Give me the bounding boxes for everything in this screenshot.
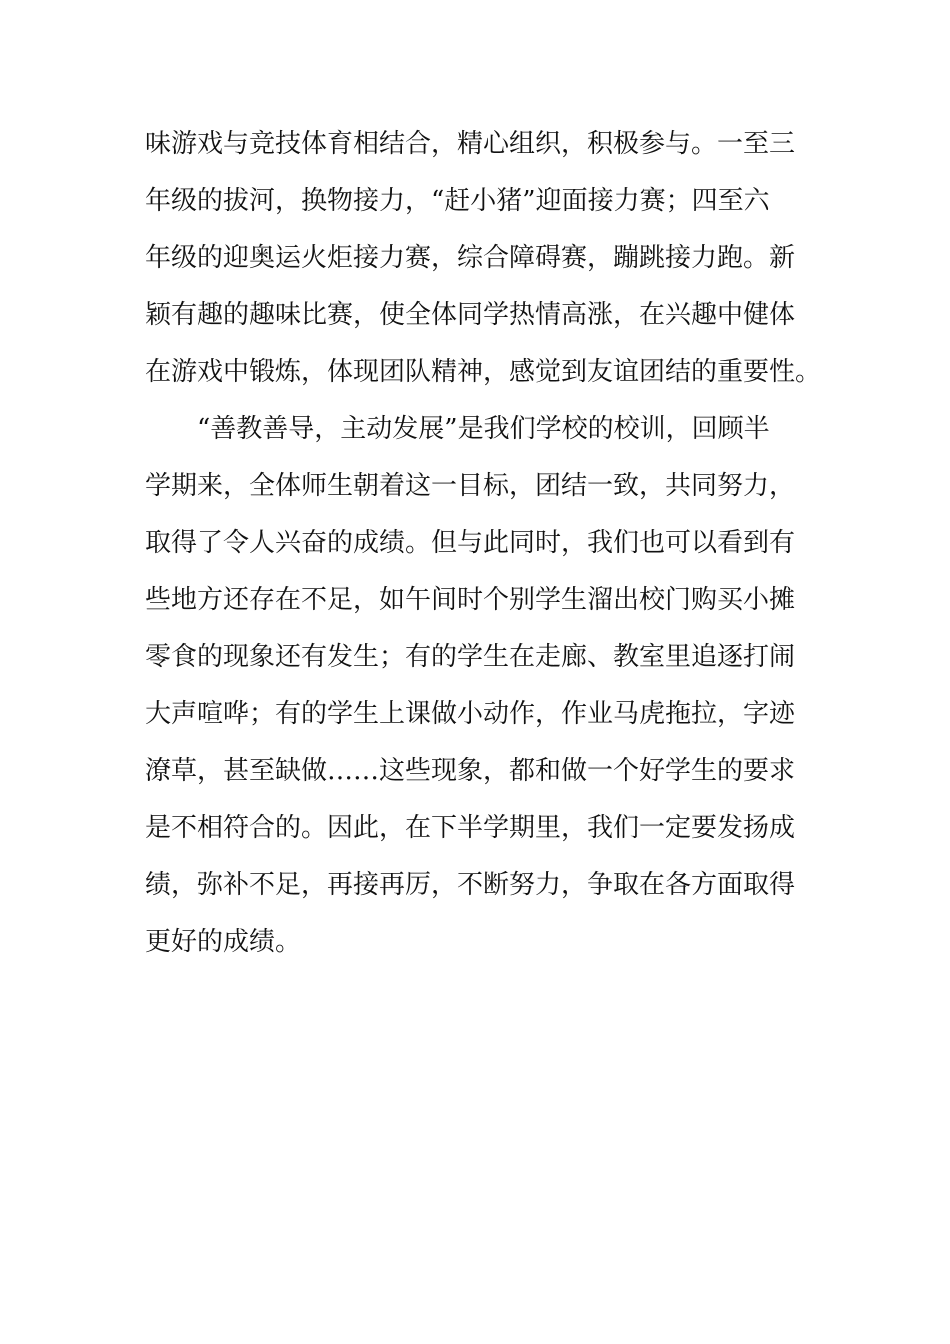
body-text xyxy=(145,116,825,971)
text-line: 取得了令人兴奋的成绩。但与此同时，我们也可以看到有 xyxy=(145,528,796,558)
text-line: “善教善导，主动发展”是我们学校的校训，回顾半 xyxy=(145,414,770,444)
text-line: 在游戏中锻炼，体现团队精神，感觉到友谊团结的重要性。 xyxy=(145,357,822,387)
text-line: 是不相符合的。因此，在下半学期里，我们一定要发扬成 xyxy=(145,813,796,843)
text-line: 绩，弥补不足，再接再厉，不断努力，争取在各方面取得 xyxy=(145,870,796,900)
text-line: 潦草，甚至缺做……这些现象，都和做一个好学生的要求 xyxy=(145,756,796,786)
text-line: 学期来，全体师生朝着这一目标，团结一致，共同努力， xyxy=(145,471,796,501)
text-line: 更好的成绩。 xyxy=(145,927,302,957)
text-line: 大声喧哗；有的学生上课做小动作，作业马虎拖拉，字迹 xyxy=(145,699,796,729)
text-line: 颖有趣的趣味比赛，使全体同学热情高涨，在兴趣中健体 xyxy=(145,300,796,330)
text-line: 年级的迎奥运火炬接力赛，综合障碍赛，蹦跳接力跑。新 xyxy=(145,243,796,273)
text-line: 味游戏与竞技体育相结合，精心组织，积极参与。一至三 xyxy=(145,129,796,159)
text-line: 些地方还存在不足，如午间时个别学生溜出校门购买小摊 xyxy=(145,585,796,615)
text-line: 年级的拔河，换物接力，“赶小猪”迎面接力赛；四至六 xyxy=(145,186,770,216)
text-line: 零食的现象还有发生；有的学生在走廊、教室里追逐打闹 xyxy=(145,642,796,672)
